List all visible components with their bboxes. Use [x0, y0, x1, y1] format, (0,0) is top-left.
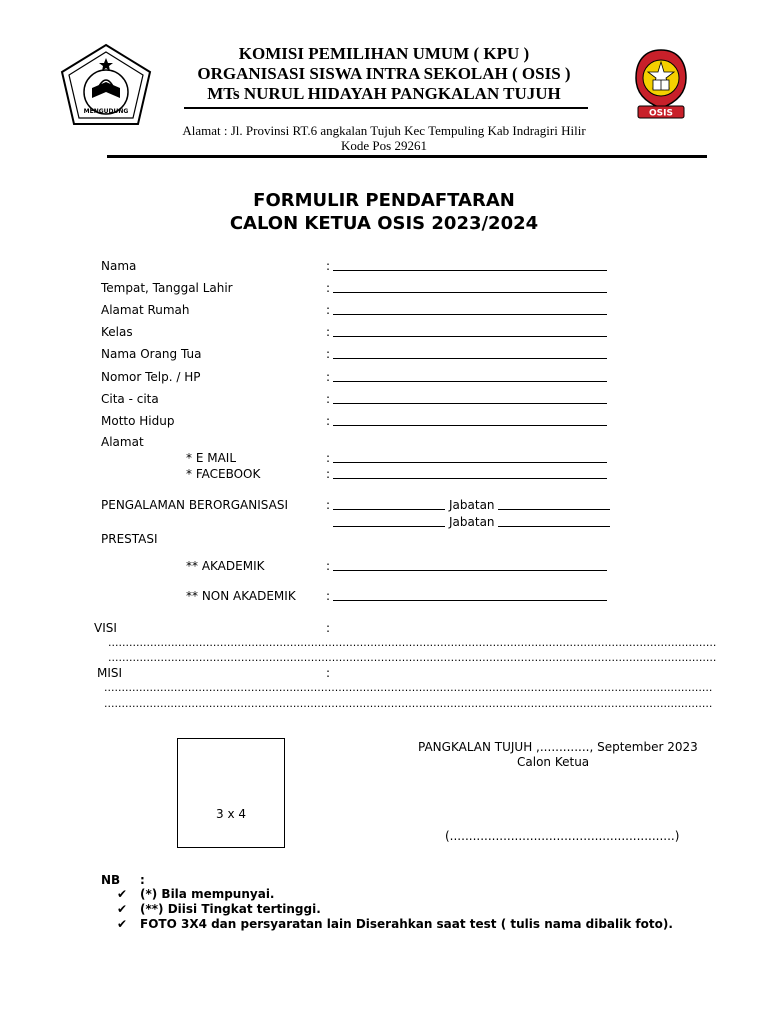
label-pengalaman: PENGALAMAN BERORGANISASI	[101, 498, 288, 512]
label-jabatan-1: Jabatan	[449, 498, 495, 512]
label-motto: Motto Hidup	[101, 414, 175, 428]
field-nama[interactable]	[333, 270, 607, 271]
colon: :	[326, 392, 331, 406]
form-title-line-1: FORMULIR PENDAFTARAN	[253, 190, 515, 211]
label-facebook: * FACEBOOK	[186, 467, 261, 481]
colon: :	[326, 467, 331, 481]
signature-role: Calon Ketua	[517, 755, 590, 769]
field-ttl[interactable]	[333, 292, 607, 293]
field-organisasi-1[interactable]	[333, 509, 445, 510]
label-akademik: ** AKADEMIK	[186, 559, 265, 573]
form-title-line-2: CALON KETUA OSIS 2023/2024	[229, 213, 539, 234]
header-line-3: MTs NURUL HIDAYAH PANGKALAN TUJUH	[207, 84, 561, 103]
signature-name-line[interactable]: (...........................................................)	[445, 829, 680, 843]
colon: :	[326, 259, 331, 273]
field-jabatan-1[interactable]	[498, 509, 610, 510]
note-item-1: (*) Bila mempunyai.	[140, 887, 275, 901]
note-item-2: (**) Diisi Tingkat tertinggi.	[140, 902, 321, 916]
misi-line-1[interactable]: ..............................................................................................................................................................................	[104, 681, 713, 694]
header-line-2: ORGANISASI SISWA INTRA SEKOLAH ( OSIS )	[197, 64, 571, 83]
field-motto[interactable]	[333, 425, 607, 426]
field-email[interactable]	[333, 462, 607, 463]
colon: :	[326, 451, 331, 465]
visi-line-1[interactable]: ..............................................................................................................................................................................	[108, 636, 717, 649]
label-nama: Nama	[101, 259, 137, 273]
label-jabatan-2: Jabatan	[449, 515, 495, 529]
header-rule-top	[184, 107, 588, 109]
label-nama-ortu: Nama Orang Tua	[101, 347, 202, 361]
visi-line-2[interactable]: ..............................................................................................................................................................................	[108, 651, 717, 664]
note-item-3: FOTO 3X4 dan persyaratan lain Diserahkan saat test ( tulis nama dibalik foto).	[140, 917, 673, 931]
check-icon: ✔	[117, 917, 128, 931]
colon: :	[326, 281, 331, 295]
field-jabatan-2[interactable]	[498, 526, 610, 527]
field-akademik[interactable]	[333, 570, 607, 571]
field-facebook[interactable]	[333, 478, 607, 479]
colon: :	[326, 666, 331, 680]
label-alamat-rumah: Alamat Rumah	[101, 303, 190, 317]
field-organisasi-2[interactable]	[333, 526, 445, 527]
colon: :	[326, 498, 331, 512]
nb-label: NB	[101, 873, 121, 887]
label-alamat: Alamat	[101, 435, 144, 449]
label-prestasi: PRESTASI	[101, 532, 158, 546]
address-text: Alamat : Jl. Provinsi RT.6 angkalan Tujuh Kec Tempuling Kab Indragiri Hilir	[182, 123, 586, 138]
place-date: PANGKALAN TUJUH ,............., September 2023	[418, 740, 698, 754]
field-alamat-rumah[interactable]	[333, 314, 607, 315]
label-ttl: Tempat, Tanggal Lahir	[101, 281, 233, 295]
postal-code: Kode Pos 29261	[341, 138, 427, 153]
colon: :	[326, 589, 331, 603]
colon: :	[326, 347, 331, 361]
label-kelas: Kelas	[101, 325, 133, 339]
label-misi: MISI	[97, 666, 123, 680]
label-visi: VISI	[94, 621, 117, 635]
colon: :	[326, 414, 331, 428]
field-nama-ortu[interactable]	[333, 358, 607, 359]
colon: :	[326, 370, 331, 384]
label-cita: Cita - cita	[101, 392, 159, 406]
left-logo-text: MENGUDUNG	[83, 108, 129, 115]
label-non-akademik: ** NON AKADEMIK	[186, 589, 296, 603]
label-email: * E MAIL	[186, 451, 236, 465]
colon: :	[326, 303, 331, 317]
field-kelas[interactable]	[333, 336, 607, 337]
misi-line-2[interactable]: ..............................................................................................................................................................................	[104, 697, 713, 710]
field-non-akademik[interactable]	[333, 600, 607, 601]
check-icon: ✔	[117, 902, 128, 916]
colon: :	[326, 325, 331, 339]
colon: :	[326, 621, 331, 635]
header-rule-bottom	[107, 155, 707, 158]
check-icon: ✔	[117, 887, 128, 901]
photo-box	[177, 738, 285, 848]
label-telp: Nomor Telp. / HP	[101, 370, 201, 384]
field-cita[interactable]	[333, 403, 607, 404]
field-telp[interactable]	[333, 381, 607, 382]
osis-logo-icon	[632, 48, 690, 122]
right-logo-text: OSIS	[649, 108, 673, 119]
nb-colon: :	[140, 873, 145, 887]
photo-size-label: 3 x 4	[216, 807, 246, 821]
header-line-1: KOMISI PEMILIHAN UMUM ( KPU )	[238, 44, 530, 63]
colon: :	[326, 559, 331, 573]
